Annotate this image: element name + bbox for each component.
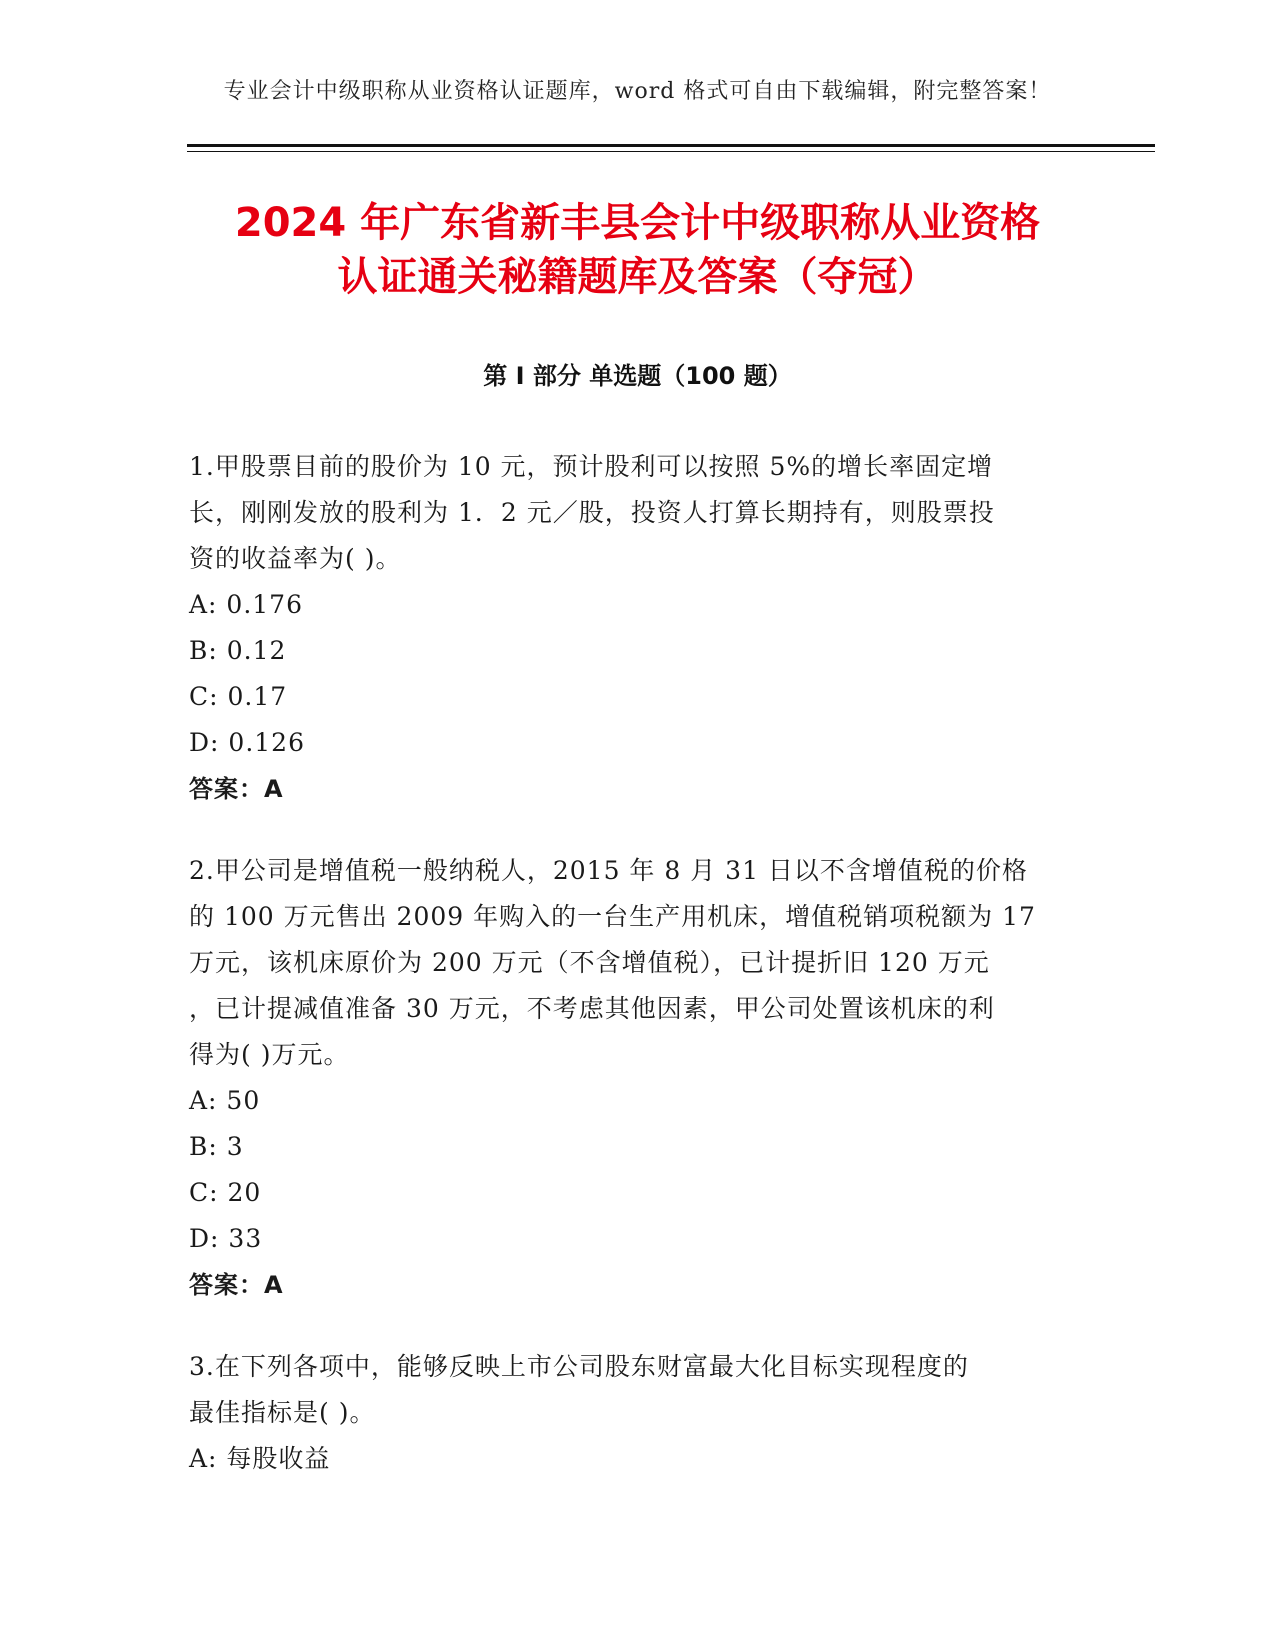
question-text-line: 2.甲公司是增值税一般纳税人，2015 年 8 月 31 日以不含增值税的价格 — [189, 856, 1028, 885]
question-text-line: 资的收益率为( )。 — [189, 544, 402, 573]
question-item — [189, 848, 1089, 1308]
option-a: A: 50 — [189, 1086, 261, 1115]
question-text-line: 1.甲股票目前的股价为 10 元，预计股利可以按照 5%的增长率固定增 — [189, 452, 994, 481]
question-text-line: 的 100 万元售出 2009 年购入的一台生产用机床，增值税销项税额为 17 — [189, 902, 1036, 931]
option-b: B: 0.12 — [189, 636, 287, 665]
document-title — [160, 196, 1115, 304]
title-line: 2024 年广东省新丰县会计中级职称从业资格 — [234, 200, 1041, 246]
question-text-line: 得为( )万元。 — [189, 1040, 350, 1069]
option-b: B: 3 — [189, 1132, 244, 1161]
option-c: C: 20 — [189, 1178, 262, 1207]
answer-line: 答案：A — [189, 1271, 284, 1299]
section-heading: 第 I 部分 单选题（100 题） — [483, 362, 792, 390]
question-text-line: 最佳指标是( )。 — [189, 1398, 376, 1427]
option-d: D: 33 — [189, 1224, 263, 1253]
question-text-line: ，已计提减值准备 30 万元，不考虑其他因素，甲公司处置该机床的利 — [189, 994, 995, 1023]
question-text-line: 3.在下列各项中，能够反映上市公司股东财富最大化目标实现程度的 — [189, 1352, 969, 1381]
title-line: 认证通关秘籍题库及答案（夺冠） — [337, 254, 938, 300]
question-list — [189, 444, 1089, 1518]
header-note: 专业会计中级职称从业资格认证题库，word 格式可自由下载编辑，附完整答案！ — [223, 79, 1052, 104]
option-a: A: 0.176 — [189, 590, 303, 619]
option-d: D: 0.126 — [189, 728, 305, 757]
question-text-line: 万元，该机床原价为 200 万元（不含增值税），已计提折旧 120 万元 — [189, 948, 990, 977]
header-rule-thin — [187, 151, 1155, 152]
option-c: C: 0.17 — [189, 682, 288, 711]
answer-line: 答案：A — [189, 775, 284, 803]
question-item — [189, 1344, 1089, 1482]
question-item — [189, 444, 1089, 812]
header-rule-thick — [187, 144, 1155, 147]
question-text-line: 长，刚刚发放的股利为 1．2 元／股，投资人打算长期持有，则股票投 — [189, 498, 995, 527]
option-a: A: 每股收益 — [189, 1444, 331, 1473]
